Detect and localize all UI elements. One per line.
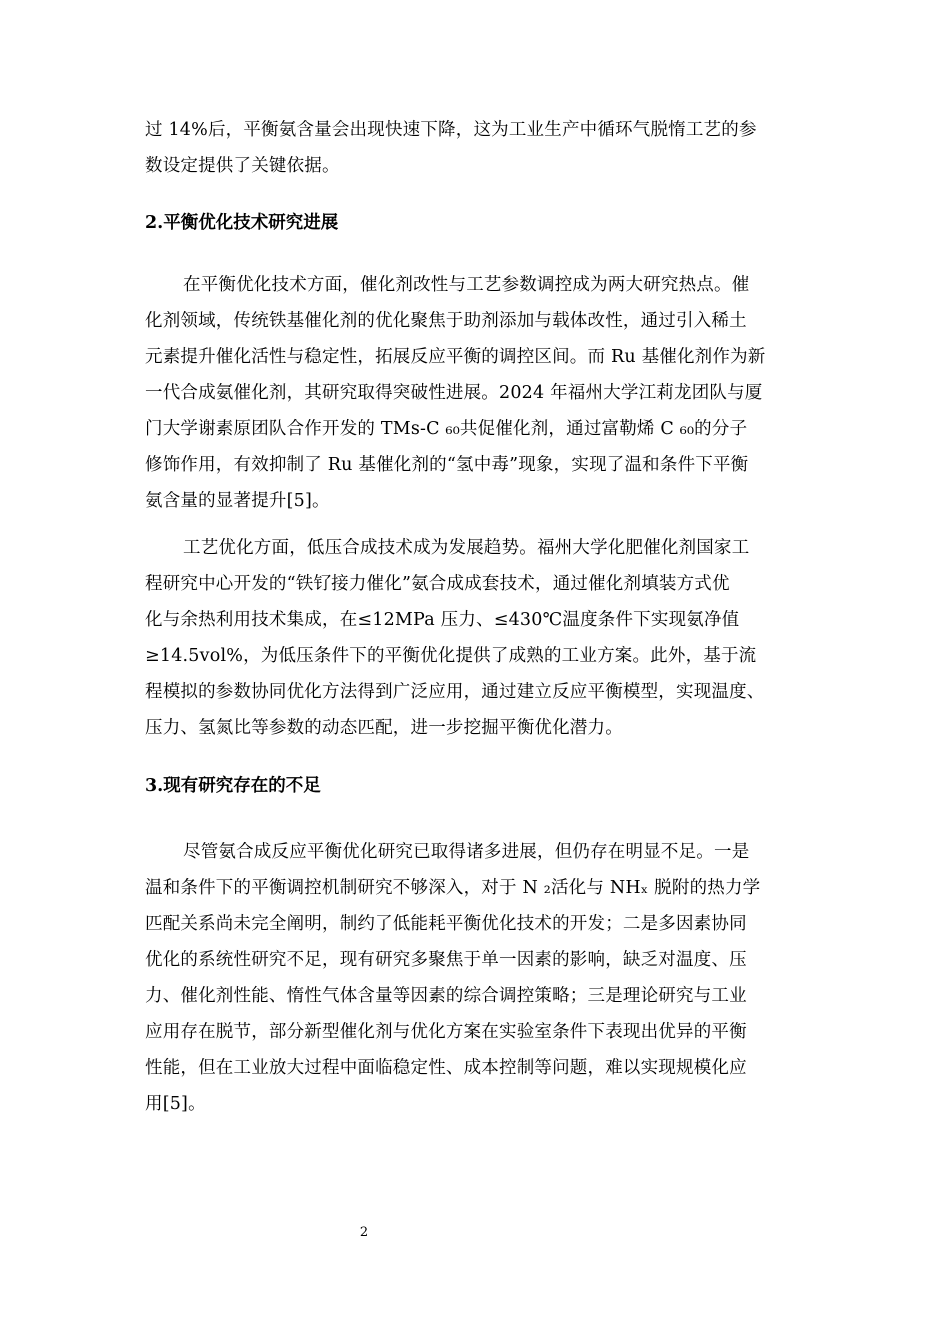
- text-line: 数设定提供了关键依据。: [145, 156, 340, 176]
- text-line: 门大学谢素原团队合作开发的 TMs-C ₆₀共促催化剂，通过富勒烯 C ₆₀的分子: [145, 419, 748, 439]
- text-line: 尽管氨合成反应平衡优化研究已取得诸多进展，但仍存在明显不足。一是: [183, 842, 750, 862]
- text-line: 元素提升催化活性与稳定性，拓展反应平衡的调控区间。而 Ru 基催化剂作为新: [145, 347, 766, 367]
- text-line: 用[5]。: [145, 1094, 206, 1114]
- text-line: 修饰作用，有效抑制了 Ru 基催化剂的“氢中毒”现象，实现了温和条件下平衡: [145, 455, 749, 475]
- text-line: 温和条件下的平衡调控机制研究不够深入，对于 N ₂活化与 NHₓ 脱附的热力学: [145, 878, 761, 898]
- text-line: 程模拟的参数协同优化方法得到广泛应用，通过建立反应平衡模型，实现温度、: [145, 682, 765, 702]
- text-line: 化剂领域，传统铁基催化剂的优化聚焦于助剂添加与载体改性，通过引入稀土: [145, 311, 747, 331]
- text-line: ≥14.5vol%，为低压条件下的平衡优化提供了成熟的工业方案。此外，基于流: [145, 646, 757, 666]
- text-line: 优化的系统性研究不足，现有研究多聚焦于单一因素的影响，缺乏对温度、压: [145, 950, 747, 970]
- text-line: 工艺优化方面，低压合成技术成为发展趋势。福州大学化肥催化剂国家工: [183, 538, 750, 558]
- text-line: 氨含量的显著提升[5]。: [145, 491, 330, 511]
- text-line: 化与余热利用技术集成，在≤12MPa 压力、≤430℃温度条件下实现氨净值: [145, 610, 740, 630]
- text-line: 性能，但在工业放大过程中面临稳定性、成本控制等问题，难以实现规模化应: [145, 1058, 747, 1078]
- text-line: 在平衡优化技术方面，催化剂改性与工艺参数调控成为两大研究热点。催: [183, 275, 750, 295]
- text-line: 匹配关系尚未完全阐明，制约了低能耗平衡优化技术的开发；二是多因素协同: [145, 914, 747, 934]
- text-line: 应用存在脱节，部分新型催化剂与优化方案在实验室条件下表现出优异的平衡: [145, 1022, 747, 1042]
- text-line: 力、催化剂性能、惰性气体含量等因素的综合调控策略；三是理论研究与工业: [145, 986, 747, 1006]
- text-line: 程研究中心开发的“铁钌接力催化”氨合成成套技术，通过催化剂填装方式优: [145, 574, 730, 594]
- text-line: 一代合成氨催化剂，其研究取得突破性进展。2024 年福州大学江莉龙团队与厦: [145, 383, 763, 403]
- section-heading: 2.平衡优化技术研究进展: [145, 213, 339, 233]
- page-number: 2: [359, 1225, 369, 1240]
- text-line: 过 14%后，平衡氨含量会出现快速下降，这为工业生产中循环气脱惰工艺的参: [145, 120, 757, 140]
- section-heading: 3.现有研究存在的不足: [145, 776, 321, 796]
- text-line: 压力、氢氮比等参数的动态匹配，进一步挖掘平衡优化潜力。: [145, 718, 623, 738]
